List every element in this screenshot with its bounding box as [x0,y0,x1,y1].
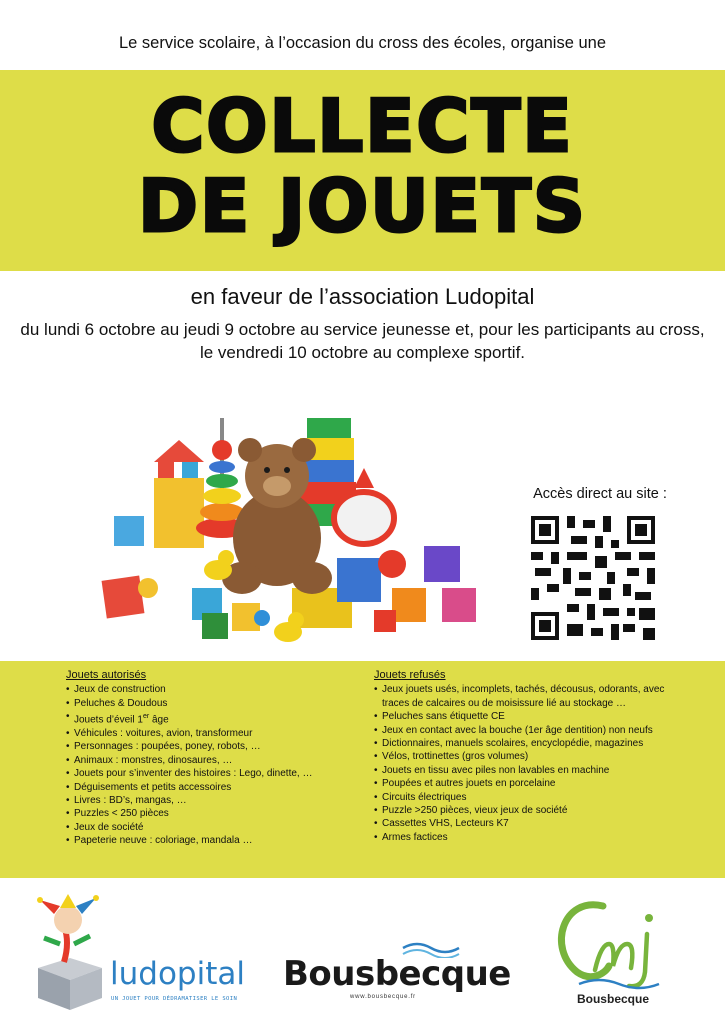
qr-code-icon[interactable] [527,512,659,644]
list-item: • Armes factices [374,831,674,844]
list-item: • Animaux : monstres, dinosaures, … [66,754,356,767]
cmj-town: Bousbecque [576,992,649,1006]
subtitle: en faveur de l’association Ludopital [190,284,535,309]
list-item: • Vélos, trottinettes (gros volumes) [374,750,674,763]
list-item: • Puzzles < 250 pièces [66,807,356,820]
list-item [66,710,356,727]
bousbecque-name: Bousbecque [283,954,511,994]
ludopital-tagline: UN JOUET POUR DÉDRAMATISER LE SOIN [111,996,238,1002]
list-item: • Peluches sans étiquette CE [374,710,674,723]
list-item: • Jeux en contact avec la bouche (1er âge dentition) non neufs [374,724,674,737]
superscript: er [142,713,150,721]
refused-heading: Jouets refusés [374,669,446,681]
cmj-logo [543,888,683,1013]
accepted-list [66,683,356,847]
refused-list [374,683,674,844]
title-banner [0,70,725,271]
refused-toys-column [374,669,674,844]
list-item: • Personnages : poupées, poney, robots, … [66,740,356,753]
list-item: • Puzzle >250 pièces, vieux jeux de société [374,804,674,817]
jester-box-icon [30,888,110,1013]
list-item: • Véhicules : voitures, avion, transformeur [66,727,356,740]
list-item: • Jeux jouets usés, incomplets, tachés, décousus, odorants, avec traces de calcaires ou de moisissure lié au stockage … [374,683,674,710]
list-item-text: Jouets d’éveil 1 [74,714,143,726]
list-item: • Poupées et autres jouets en porcelaine [374,777,674,790]
list-item-suffix: âge [149,714,169,726]
accepted-heading: Jouets autorisés [66,669,147,681]
intro-text: Le service scolaire, à l’occasion du cross des écoles, organise une [118,34,606,52]
dates-text: du lundi 6 octobre au jeudi 9 octobre au service jeunesse et, pour les participants au cross, le vendredi 10 octobre au complexe sportif. [20,320,705,362]
accepted-toys-column [66,669,356,848]
bousbecque-logo [283,942,511,1007]
title-line-1: COLLECTE [151,84,574,168]
qr-label: Accès direct au site : [533,486,667,502]
toys-illustration [92,388,492,650]
list-item: • Dictionnaires, manuels scolaires, encyclopédie, magazines [374,737,674,750]
list-item: • Circuits électriques [374,791,674,804]
list-item: • Déguisements et petits accessoires [66,781,356,794]
ludopital-logo [30,888,245,1013]
ludopital-name: ludopital [110,956,245,992]
title-line-2: DE JOUETS [138,164,587,248]
list-item: • Jouets pour s’inventer des histoires : Lego, dinette, … [66,767,356,780]
bousbecque-url[interactable]: www.bousbecque.fr [350,994,416,1000]
list-item: • Peluches & Doudous [66,697,356,710]
list-item: • Jouets en tissu avec piles non lavables en machine [374,764,674,777]
list-item: • Jeux de société [66,821,356,834]
list-item: • Jeux de construction [66,683,356,696]
list-item: • Cassettes VHS, Lecteurs K7 [374,817,674,830]
cmj-mark-icon [543,888,683,992]
list-item: • Papeterie neuve : coloriage, mandala … [66,834,356,847]
list-item: • Livres : BD’s, mangas, … [66,794,356,807]
rules-section [0,661,725,878]
